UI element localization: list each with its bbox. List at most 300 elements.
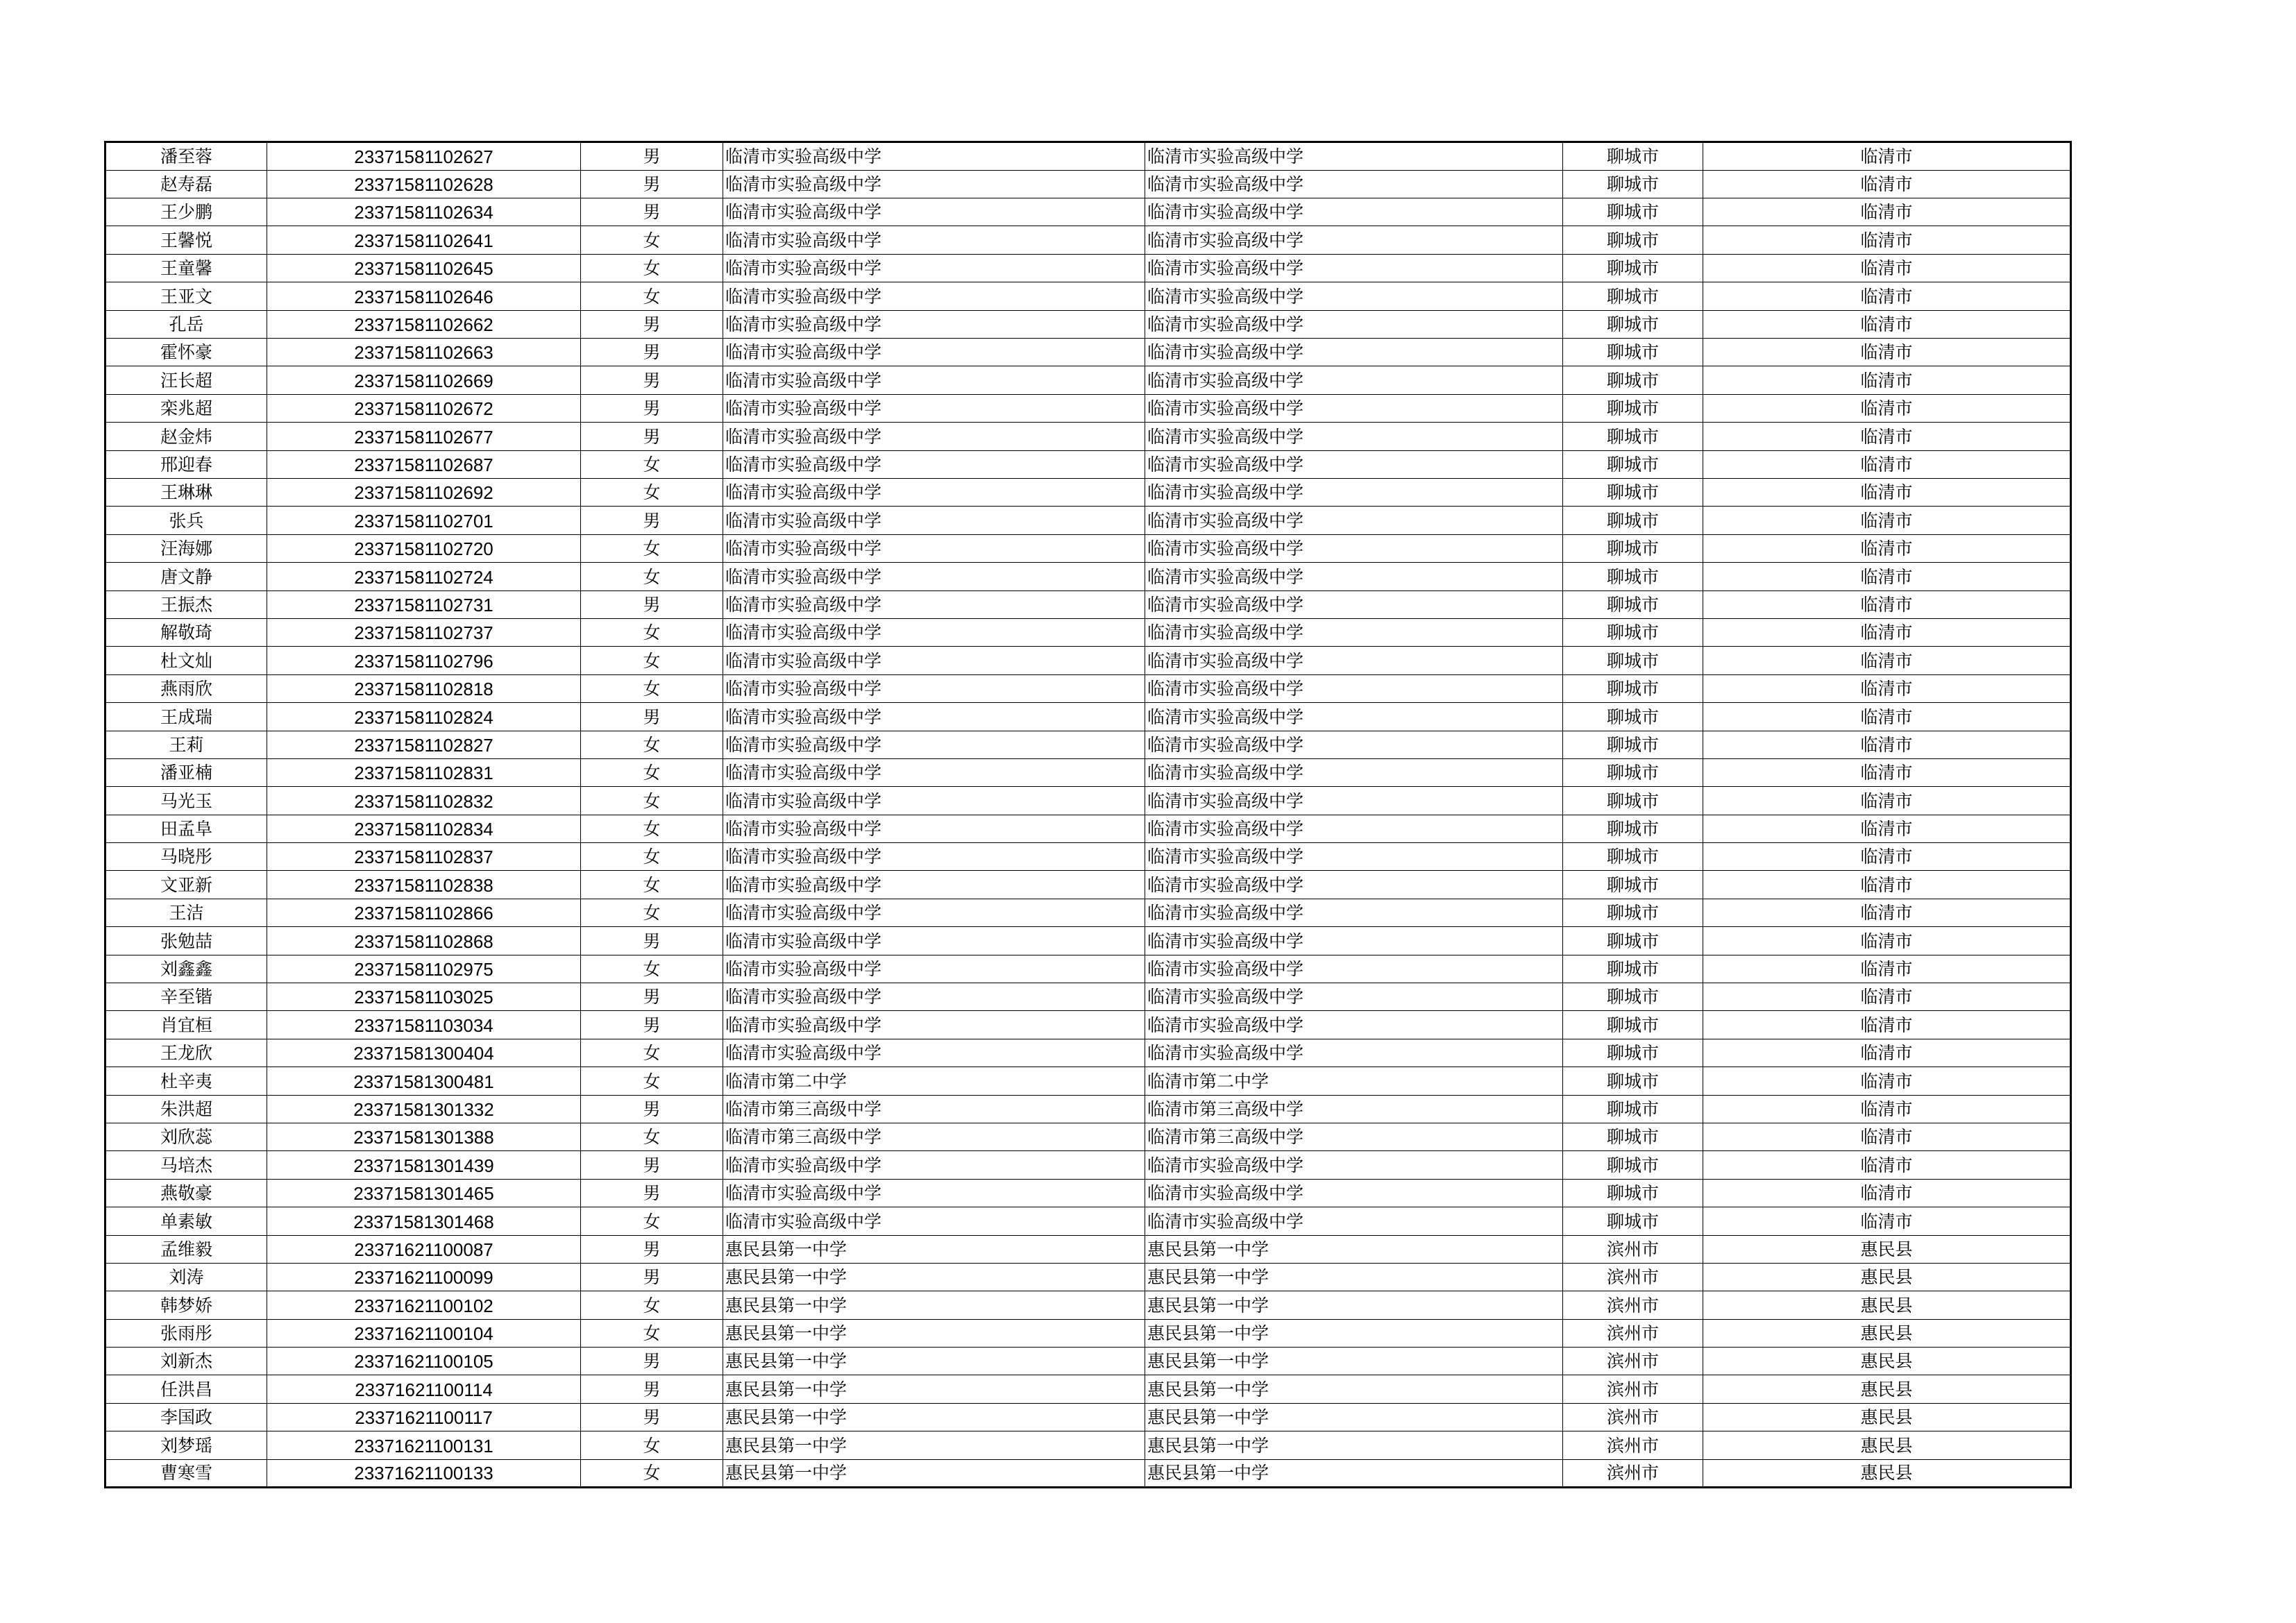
table-row bbox=[105, 339, 2071, 366]
table-row bbox=[105, 226, 2071, 254]
school-cell: 临清市实验高级中学 bbox=[723, 450, 1145, 478]
student-name-cell: 任洪昌 bbox=[105, 1375, 267, 1403]
school-cell: 临清市实验高级中学 bbox=[723, 534, 1145, 562]
exam-id-cell: 23371581102827 bbox=[267, 731, 581, 758]
exam-id-cell: 23371581102975 bbox=[267, 955, 581, 983]
school-cell: 惠民县第一中学 bbox=[723, 1348, 1145, 1375]
table-row bbox=[105, 1235, 2071, 1263]
registration-school-cell: 临清市实验高级中学 bbox=[1145, 758, 1563, 786]
county-cell: 临清市 bbox=[1703, 563, 2071, 590]
school-cell: 临清市实验高级中学 bbox=[723, 983, 1145, 1011]
school-cell: 临清市实验高级中学 bbox=[723, 1207, 1145, 1235]
city-cell: 滨州市 bbox=[1563, 1319, 1703, 1347]
table-row bbox=[105, 1039, 2071, 1067]
exam-id-cell: 23371581102641 bbox=[267, 226, 581, 254]
school-cell: 临清市实验高级中学 bbox=[723, 843, 1145, 871]
student-name-cell: 辛至锴 bbox=[105, 983, 267, 1011]
gender-cell: 女 bbox=[581, 563, 723, 590]
county-cell: 惠民县 bbox=[1703, 1431, 2071, 1459]
school-cell: 临清市第三高级中学 bbox=[723, 1095, 1145, 1123]
exam-id-cell: 23371581301468 bbox=[267, 1207, 581, 1235]
registration-school-cell: 惠民县第一中学 bbox=[1145, 1348, 1563, 1375]
county-cell: 临清市 bbox=[1703, 927, 2071, 955]
city-cell: 滨州市 bbox=[1563, 1431, 1703, 1459]
county-cell: 临清市 bbox=[1703, 647, 2071, 674]
exam-id-cell: 23371581102866 bbox=[267, 899, 581, 926]
table-row bbox=[105, 983, 2071, 1011]
school-cell: 临清市实验高级中学 bbox=[723, 282, 1145, 310]
registration-school-cell: 临清市实验高级中学 bbox=[1145, 450, 1563, 478]
city-cell: 聊城市 bbox=[1563, 450, 1703, 478]
exam-id-cell: 23371581102831 bbox=[267, 758, 581, 786]
city-cell: 聊城市 bbox=[1563, 534, 1703, 562]
registration-school-cell: 临清市实验高级中学 bbox=[1145, 618, 1563, 646]
table-row bbox=[105, 731, 2071, 758]
county-cell: 临清市 bbox=[1703, 310, 2071, 338]
exam-id-cell: 23371621100099 bbox=[267, 1263, 581, 1291]
registration-school-cell: 临清市实验高级中学 bbox=[1145, 1011, 1563, 1039]
city-cell: 聊城市 bbox=[1563, 1179, 1703, 1207]
county-cell: 临清市 bbox=[1703, 955, 2071, 983]
county-cell: 临清市 bbox=[1703, 170, 2071, 198]
gender-cell: 女 bbox=[581, 758, 723, 786]
exam-id-cell: 23371581102634 bbox=[267, 198, 581, 226]
city-cell: 滨州市 bbox=[1563, 1375, 1703, 1403]
exam-id-cell: 23371581102724 bbox=[267, 563, 581, 590]
school-cell: 临清市实验高级中学 bbox=[723, 787, 1145, 815]
county-cell: 临清市 bbox=[1703, 674, 2071, 702]
exam-id-cell: 23371581300481 bbox=[267, 1067, 581, 1095]
registration-school-cell: 惠民县第一中学 bbox=[1145, 1459, 1563, 1488]
gender-cell: 女 bbox=[581, 843, 723, 871]
gender-cell: 女 bbox=[581, 871, 723, 899]
county-cell: 临清市 bbox=[1703, 1067, 2071, 1095]
city-cell: 滨州市 bbox=[1563, 1263, 1703, 1291]
exam-id-cell: 23371581301388 bbox=[267, 1123, 581, 1150]
table-row bbox=[105, 1011, 2071, 1039]
school-cell: 临清市实验高级中学 bbox=[723, 618, 1145, 646]
gender-cell: 女 bbox=[581, 815, 723, 842]
student-name-cell: 刘梦瑶 bbox=[105, 1431, 267, 1459]
school-cell: 临清市实验高级中学 bbox=[723, 142, 1145, 171]
student-name-cell: 韩梦娇 bbox=[105, 1291, 267, 1319]
gender-cell: 女 bbox=[581, 534, 723, 562]
table-row bbox=[105, 843, 2071, 871]
registration-school-cell: 临清市实验高级中学 bbox=[1145, 1179, 1563, 1207]
city-cell: 滨州市 bbox=[1563, 1403, 1703, 1431]
registration-school-cell: 临清市实验高级中学 bbox=[1145, 507, 1563, 534]
county-cell: 惠民县 bbox=[1703, 1263, 2071, 1291]
table-row bbox=[105, 310, 2071, 338]
registration-school-cell: 惠民县第一中学 bbox=[1145, 1235, 1563, 1263]
registration-school-cell: 临清市实验高级中学 bbox=[1145, 1039, 1563, 1067]
gender-cell: 男 bbox=[581, 1179, 723, 1207]
student-name-cell: 马培杰 bbox=[105, 1151, 267, 1179]
table-row bbox=[105, 1375, 2071, 1403]
exam-id-cell: 23371581102832 bbox=[267, 787, 581, 815]
school-cell: 临清市第二中学 bbox=[723, 1067, 1145, 1095]
registration-school-cell: 临清市实验高级中学 bbox=[1145, 843, 1563, 871]
city-cell: 聊城市 bbox=[1563, 170, 1703, 198]
school-cell: 惠民县第一中学 bbox=[723, 1319, 1145, 1347]
exam-id-cell: 23371581102627 bbox=[267, 142, 581, 171]
student-name-cell: 张雨彤 bbox=[105, 1319, 267, 1347]
gender-cell: 女 bbox=[581, 254, 723, 282]
gender-cell: 男 bbox=[581, 1348, 723, 1375]
county-cell: 临清市 bbox=[1703, 787, 2071, 815]
table-row bbox=[105, 478, 2071, 506]
student-name-cell: 唐文静 bbox=[105, 563, 267, 590]
exam-id-cell: 23371581102720 bbox=[267, 534, 581, 562]
student-name-cell: 燕敬豪 bbox=[105, 1179, 267, 1207]
student-name-cell: 解敬琦 bbox=[105, 618, 267, 646]
county-cell: 临清市 bbox=[1703, 1207, 2071, 1235]
county-cell: 惠民县 bbox=[1703, 1348, 2071, 1375]
registration-school-cell: 临清市实验高级中学 bbox=[1145, 787, 1563, 815]
county-cell: 临清市 bbox=[1703, 142, 2071, 171]
exam-id-cell: 23371581102628 bbox=[267, 170, 581, 198]
gender-cell: 男 bbox=[581, 927, 723, 955]
table-row bbox=[105, 1151, 2071, 1179]
registration-school-cell: 临清市实验高级中学 bbox=[1145, 563, 1563, 590]
student-name-cell: 马晓彤 bbox=[105, 843, 267, 871]
exam-id-cell: 23371621100131 bbox=[267, 1431, 581, 1459]
registration-school-cell: 惠民县第一中学 bbox=[1145, 1291, 1563, 1319]
exam-id-cell: 23371581102662 bbox=[267, 310, 581, 338]
city-cell: 聊城市 bbox=[1563, 366, 1703, 394]
school-cell: 临清市实验高级中学 bbox=[723, 955, 1145, 983]
registration-school-cell: 临清市第三高级中学 bbox=[1145, 1123, 1563, 1150]
city-cell: 聊城市 bbox=[1563, 1123, 1703, 1150]
school-cell: 临清市实验高级中学 bbox=[723, 423, 1145, 450]
gender-cell: 女 bbox=[581, 282, 723, 310]
exam-id-cell: 23371581102692 bbox=[267, 478, 581, 506]
county-cell: 临清市 bbox=[1703, 871, 2071, 899]
school-cell: 临清市实验高级中学 bbox=[723, 339, 1145, 366]
exam-id-cell: 23371581102677 bbox=[267, 423, 581, 450]
student-name-cell: 王少鹏 bbox=[105, 198, 267, 226]
school-cell: 临清市实验高级中学 bbox=[723, 366, 1145, 394]
registration-school-cell: 临清市实验高级中学 bbox=[1145, 815, 1563, 842]
gender-cell: 女 bbox=[581, 731, 723, 758]
registration-school-cell: 惠民县第一中学 bbox=[1145, 1403, 1563, 1431]
school-cell: 临清市实验高级中学 bbox=[723, 703, 1145, 731]
school-cell: 临清市实验高级中学 bbox=[723, 198, 1145, 226]
county-cell: 临清市 bbox=[1703, 1039, 2071, 1067]
city-cell: 聊城市 bbox=[1563, 815, 1703, 842]
student-name-cell: 曹寒雪 bbox=[105, 1459, 267, 1488]
registration-school-cell: 临清市实验高级中学 bbox=[1145, 170, 1563, 198]
student-name-cell: 刘涛 bbox=[105, 1263, 267, 1291]
county-cell: 临清市 bbox=[1703, 1179, 2071, 1207]
exam-id-cell: 23371621100114 bbox=[267, 1375, 581, 1403]
student-name-cell: 王莉 bbox=[105, 731, 267, 758]
school-cell: 临清市第三高级中学 bbox=[723, 1123, 1145, 1150]
gender-cell: 女 bbox=[581, 1291, 723, 1319]
student-name-cell: 燕雨欣 bbox=[105, 674, 267, 702]
registration-school-cell: 临清市实验高级中学 bbox=[1145, 674, 1563, 702]
exam-id-cell: 23371581102834 bbox=[267, 815, 581, 842]
table-row bbox=[105, 450, 2071, 478]
city-cell: 聊城市 bbox=[1563, 927, 1703, 955]
city-cell: 聊城市 bbox=[1563, 871, 1703, 899]
exam-id-cell: 23371581102796 bbox=[267, 647, 581, 674]
gender-cell: 男 bbox=[581, 339, 723, 366]
student-name-cell: 汪海娜 bbox=[105, 534, 267, 562]
county-cell: 临清市 bbox=[1703, 366, 2071, 394]
school-cell: 临清市实验高级中学 bbox=[723, 927, 1145, 955]
gender-cell: 男 bbox=[581, 170, 723, 198]
exam-id-cell: 23371581102669 bbox=[267, 366, 581, 394]
county-cell: 临清市 bbox=[1703, 478, 2071, 506]
city-cell: 聊城市 bbox=[1563, 758, 1703, 786]
table-row bbox=[105, 703, 2071, 731]
gender-cell: 男 bbox=[581, 1151, 723, 1179]
county-cell: 临清市 bbox=[1703, 507, 2071, 534]
student-name-cell: 刘欣蕊 bbox=[105, 1123, 267, 1150]
county-cell: 临清市 bbox=[1703, 450, 2071, 478]
exam-id-cell: 23371581103025 bbox=[267, 983, 581, 1011]
exam-id-cell: 23371581102731 bbox=[267, 590, 581, 618]
city-cell: 聊城市 bbox=[1563, 394, 1703, 422]
county-cell: 临清市 bbox=[1703, 618, 2071, 646]
school-cell: 临清市实验高级中学 bbox=[723, 170, 1145, 198]
student-name-cell: 文亚新 bbox=[105, 871, 267, 899]
table-row bbox=[105, 1459, 2071, 1488]
table-row bbox=[105, 534, 2071, 562]
city-cell: 聊城市 bbox=[1563, 198, 1703, 226]
student-name-cell: 栾兆超 bbox=[105, 394, 267, 422]
county-cell: 临清市 bbox=[1703, 339, 2071, 366]
exam-id-cell: 23371581102663 bbox=[267, 339, 581, 366]
registration-school-cell: 临清市实验高级中学 bbox=[1145, 394, 1563, 422]
student-name-cell: 王琳琳 bbox=[105, 478, 267, 506]
county-cell: 临清市 bbox=[1703, 758, 2071, 786]
gender-cell: 女 bbox=[581, 1123, 723, 1150]
city-cell: 聊城市 bbox=[1563, 983, 1703, 1011]
table-row bbox=[105, 618, 2071, 646]
school-cell: 临清市实验高级中学 bbox=[723, 1179, 1145, 1207]
county-cell: 临清市 bbox=[1703, 1011, 2071, 1039]
student-name-cell: 潘亚楠 bbox=[105, 758, 267, 786]
table-row bbox=[105, 758, 2071, 786]
table-row bbox=[105, 1067, 2071, 1095]
registration-school-cell: 临清市实验高级中学 bbox=[1145, 899, 1563, 926]
student-name-cell: 王洁 bbox=[105, 899, 267, 926]
county-cell: 临清市 bbox=[1703, 1123, 2071, 1150]
exam-id-cell: 23371621100104 bbox=[267, 1319, 581, 1347]
registration-school-cell: 临清市实验高级中学 bbox=[1145, 955, 1563, 983]
registration-school-cell: 临清市实验高级中学 bbox=[1145, 226, 1563, 254]
student-name-cell: 单素敏 bbox=[105, 1207, 267, 1235]
table-row bbox=[105, 1319, 2071, 1347]
exam-id-cell: 23371581102838 bbox=[267, 871, 581, 899]
student-name-cell: 肖宜桓 bbox=[105, 1011, 267, 1039]
student-name-cell: 杜文灿 bbox=[105, 647, 267, 674]
registration-school-cell: 临清市实验高级中学 bbox=[1145, 731, 1563, 758]
city-cell: 滨州市 bbox=[1563, 1291, 1703, 1319]
table-row bbox=[105, 1179, 2071, 1207]
registration-school-cell: 临清市实验高级中学 bbox=[1145, 198, 1563, 226]
school-cell: 临清市实验高级中学 bbox=[723, 758, 1145, 786]
school-cell: 惠民县第一中学 bbox=[723, 1291, 1145, 1319]
table-row bbox=[105, 787, 2071, 815]
gender-cell: 男 bbox=[581, 366, 723, 394]
table-row bbox=[105, 507, 2071, 534]
gender-cell: 女 bbox=[581, 1067, 723, 1095]
table-row bbox=[105, 366, 2071, 394]
school-cell: 临清市实验高级中学 bbox=[723, 1011, 1145, 1039]
registration-school-cell: 临清市实验高级中学 bbox=[1145, 423, 1563, 450]
city-cell: 滨州市 bbox=[1563, 1459, 1703, 1488]
exam-id-cell: 23371581301332 bbox=[267, 1095, 581, 1123]
exam-id-cell: 23371621100117 bbox=[267, 1403, 581, 1431]
student-name-cell: 王童馨 bbox=[105, 254, 267, 282]
exam-id-cell: 23371621100105 bbox=[267, 1348, 581, 1375]
school-cell: 临清市实验高级中学 bbox=[723, 899, 1145, 926]
student-name-cell: 霍怀豪 bbox=[105, 339, 267, 366]
exam-id-cell: 23371621100087 bbox=[267, 1235, 581, 1263]
table-row bbox=[105, 198, 2071, 226]
school-cell: 惠民县第一中学 bbox=[723, 1235, 1145, 1263]
registration-school-cell: 临清市实验高级中学 bbox=[1145, 871, 1563, 899]
student-name-cell: 赵寿磊 bbox=[105, 170, 267, 198]
table-row bbox=[105, 927, 2071, 955]
registration-school-cell: 临清市实验高级中学 bbox=[1145, 590, 1563, 618]
student-name-cell: 王亚文 bbox=[105, 282, 267, 310]
registration-school-cell: 临清市第二中学 bbox=[1145, 1067, 1563, 1095]
student-name-cell: 田孟阜 bbox=[105, 815, 267, 842]
gender-cell: 女 bbox=[581, 1459, 723, 1488]
city-cell: 聊城市 bbox=[1563, 423, 1703, 450]
student-name-cell: 李国政 bbox=[105, 1403, 267, 1431]
table-row bbox=[105, 955, 2071, 983]
student-name-cell: 张勉喆 bbox=[105, 927, 267, 955]
city-cell: 聊城市 bbox=[1563, 1095, 1703, 1123]
table-row bbox=[105, 282, 2071, 310]
exam-id-cell: 23371581102824 bbox=[267, 703, 581, 731]
county-cell: 惠民县 bbox=[1703, 1375, 2071, 1403]
registration-school-cell: 惠民县第一中学 bbox=[1145, 1431, 1563, 1459]
school-cell: 惠民县第一中学 bbox=[723, 1403, 1145, 1431]
city-cell: 聊城市 bbox=[1563, 731, 1703, 758]
county-cell: 临清市 bbox=[1703, 983, 2071, 1011]
table-row bbox=[105, 394, 2071, 422]
student-name-cell: 邢迎春 bbox=[105, 450, 267, 478]
table-row bbox=[105, 1207, 2071, 1235]
gender-cell: 女 bbox=[581, 955, 723, 983]
table-row bbox=[105, 674, 2071, 702]
city-cell: 滨州市 bbox=[1563, 1348, 1703, 1375]
table-row bbox=[105, 423, 2071, 450]
city-cell: 聊城市 bbox=[1563, 843, 1703, 871]
county-cell: 临清市 bbox=[1703, 899, 2071, 926]
city-cell: 聊城市 bbox=[1563, 1011, 1703, 1039]
school-cell: 临清市实验高级中学 bbox=[723, 674, 1145, 702]
table-row bbox=[105, 1431, 2071, 1459]
gender-cell: 男 bbox=[581, 1011, 723, 1039]
student-roster-table bbox=[104, 141, 2072, 1488]
city-cell: 聊城市 bbox=[1563, 142, 1703, 171]
exam-id-cell: 23371581102737 bbox=[267, 618, 581, 646]
city-cell: 聊城市 bbox=[1563, 590, 1703, 618]
exam-id-cell: 23371621100133 bbox=[267, 1459, 581, 1488]
city-cell: 滨州市 bbox=[1563, 1235, 1703, 1263]
student-name-cell: 刘鑫鑫 bbox=[105, 955, 267, 983]
county-cell: 临清市 bbox=[1703, 843, 2071, 871]
table-row bbox=[105, 563, 2071, 590]
table-row bbox=[105, 254, 2071, 282]
county-cell: 临清市 bbox=[1703, 534, 2071, 562]
county-cell: 临清市 bbox=[1703, 226, 2071, 254]
table-row bbox=[105, 815, 2071, 842]
gender-cell: 女 bbox=[581, 1431, 723, 1459]
exam-id-cell: 23371581102818 bbox=[267, 674, 581, 702]
school-cell: 惠民县第一中学 bbox=[723, 1459, 1145, 1488]
student-name-cell: 刘新杰 bbox=[105, 1348, 267, 1375]
registration-school-cell: 临清市实验高级中学 bbox=[1145, 282, 1563, 310]
student-name-cell: 王振杰 bbox=[105, 590, 267, 618]
registration-school-cell: 临清市实验高级中学 bbox=[1145, 703, 1563, 731]
exam-id-cell: 23371581103034 bbox=[267, 1011, 581, 1039]
school-cell: 临清市实验高级中学 bbox=[723, 394, 1145, 422]
school-cell: 惠民县第一中学 bbox=[723, 1375, 1145, 1403]
student-name-cell: 张兵 bbox=[105, 507, 267, 534]
city-cell: 聊城市 bbox=[1563, 226, 1703, 254]
county-cell: 惠民县 bbox=[1703, 1459, 2071, 1488]
table-body bbox=[105, 142, 2071, 1488]
registration-school-cell: 临清市实验高级中学 bbox=[1145, 142, 1563, 171]
gender-cell: 男 bbox=[581, 703, 723, 731]
table-row bbox=[105, 170, 2071, 198]
gender-cell: 女 bbox=[581, 1207, 723, 1235]
city-cell: 聊城市 bbox=[1563, 703, 1703, 731]
exam-id-cell: 23371581102687 bbox=[267, 450, 581, 478]
school-cell: 临清市实验高级中学 bbox=[723, 871, 1145, 899]
county-cell: 惠民县 bbox=[1703, 1403, 2071, 1431]
exam-id-cell: 23371581102672 bbox=[267, 394, 581, 422]
county-cell: 临清市 bbox=[1703, 423, 2071, 450]
school-cell: 临清市实验高级中学 bbox=[723, 1039, 1145, 1067]
city-cell: 聊城市 bbox=[1563, 254, 1703, 282]
student-name-cell: 汪长超 bbox=[105, 366, 267, 394]
city-cell: 聊城市 bbox=[1563, 674, 1703, 702]
gender-cell: 男 bbox=[581, 507, 723, 534]
county-cell: 临清市 bbox=[1703, 731, 2071, 758]
registration-school-cell: 惠民县第一中学 bbox=[1145, 1319, 1563, 1347]
school-cell: 惠民县第一中学 bbox=[723, 1431, 1145, 1459]
county-cell: 惠民县 bbox=[1703, 1319, 2071, 1347]
exam-id-cell: 23371581102645 bbox=[267, 254, 581, 282]
city-cell: 聊城市 bbox=[1563, 1207, 1703, 1235]
registration-school-cell: 临清市第三高级中学 bbox=[1145, 1095, 1563, 1123]
city-cell: 聊城市 bbox=[1563, 899, 1703, 926]
city-cell: 聊城市 bbox=[1563, 955, 1703, 983]
gender-cell: 男 bbox=[581, 1375, 723, 1403]
gender-cell: 男 bbox=[581, 590, 723, 618]
gender-cell: 女 bbox=[581, 787, 723, 815]
table-row bbox=[105, 142, 2071, 171]
city-cell: 聊城市 bbox=[1563, 618, 1703, 646]
gender-cell: 男 bbox=[581, 198, 723, 226]
school-cell: 临清市实验高级中学 bbox=[723, 647, 1145, 674]
registration-school-cell: 惠民县第一中学 bbox=[1145, 1375, 1563, 1403]
student-name-cell: 王成瑞 bbox=[105, 703, 267, 731]
city-cell: 聊城市 bbox=[1563, 563, 1703, 590]
student-name-cell: 王馨悦 bbox=[105, 226, 267, 254]
exam-id-cell: 23371581102868 bbox=[267, 927, 581, 955]
city-cell: 聊城市 bbox=[1563, 339, 1703, 366]
